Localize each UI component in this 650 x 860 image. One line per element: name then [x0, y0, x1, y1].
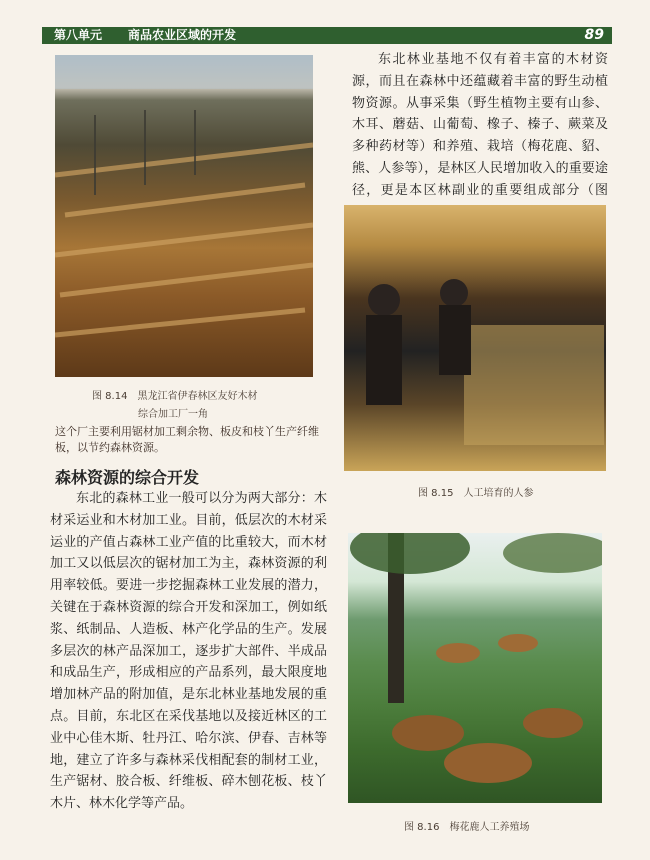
page-number: 89 [584, 27, 604, 43]
unit-label: 第八单元 [54, 28, 103, 42]
figure-8-14-caption-line1: 图 8.14 黑龙江省伊春林区友好木材 [92, 391, 258, 402]
figure-8-14-caption [92, 388, 322, 424]
figure-8-14-note: 这个厂主要利用锯材加工剩余物、板皮和枝丫生产纤维板，以节约森林资源。 [55, 425, 319, 454]
right-paragraph: 东北林业基地不仅有着丰富的木材资源，而且在森林中还蕴藏着丰富的野生动植物资源。从事采集（野生植物主要有山参、木耳、蘑菇、山葡萄、橡子、榛子、蕨菜及多种药材等）和养殖、栽培（梅花鹿、貂、熊、人参等），是林区人民增加收入的重要途径，更是本区林副业的重要组成部分（图 [352, 52, 608, 198]
figure-8-15-photo [344, 205, 606, 471]
chapter-title: 商品农业区域的开发 [128, 28, 237, 42]
figure-8-15-caption: 图 8.15 人工培育的人参 [418, 488, 534, 499]
page-header [42, 27, 612, 44]
figure-8-16-photo [348, 533, 602, 803]
section-paragraph: 东北的森林工业一般可以分为两大部分：木材采运业和木材加工业。目前，低层次的木材采运业的产值占森林工业产值的比重较大，而木材加工又以低层次的锯材加工为主，森林资源的利用率较低。要进一步挖掘森林工业发展的潜力，关键在于森林资源的综合开发和深加工，例如纸浆、纸制品、人造板、林产化学品的生产。发展多层次的林产品深加工，逐步扩大部件、半成品和成品生产，形成相应的产品系列，最大限度地增加林产品的附加值，是东北林业基地发展的重点。目前，东北区在采伐基地以及接近林区的工业中心佳木斯、牡丹江、哈尔滨、伊春、吉林等地，建立了许多与森林采伐相配套的制材工业，生产锯材、胶合板、纤维板、碎木刨花板、枝丫木片、林木化学等产品。 [50, 491, 327, 812]
section-title: 森林资源的综合开发 [55, 468, 200, 487]
figure-8-14-photo [55, 55, 313, 377]
figure-8-14-caption-line2: 综合加工厂一角 [138, 409, 208, 420]
figure-8-16-caption: 图 8.16 梅花鹿人工养殖场 [404, 822, 530, 833]
